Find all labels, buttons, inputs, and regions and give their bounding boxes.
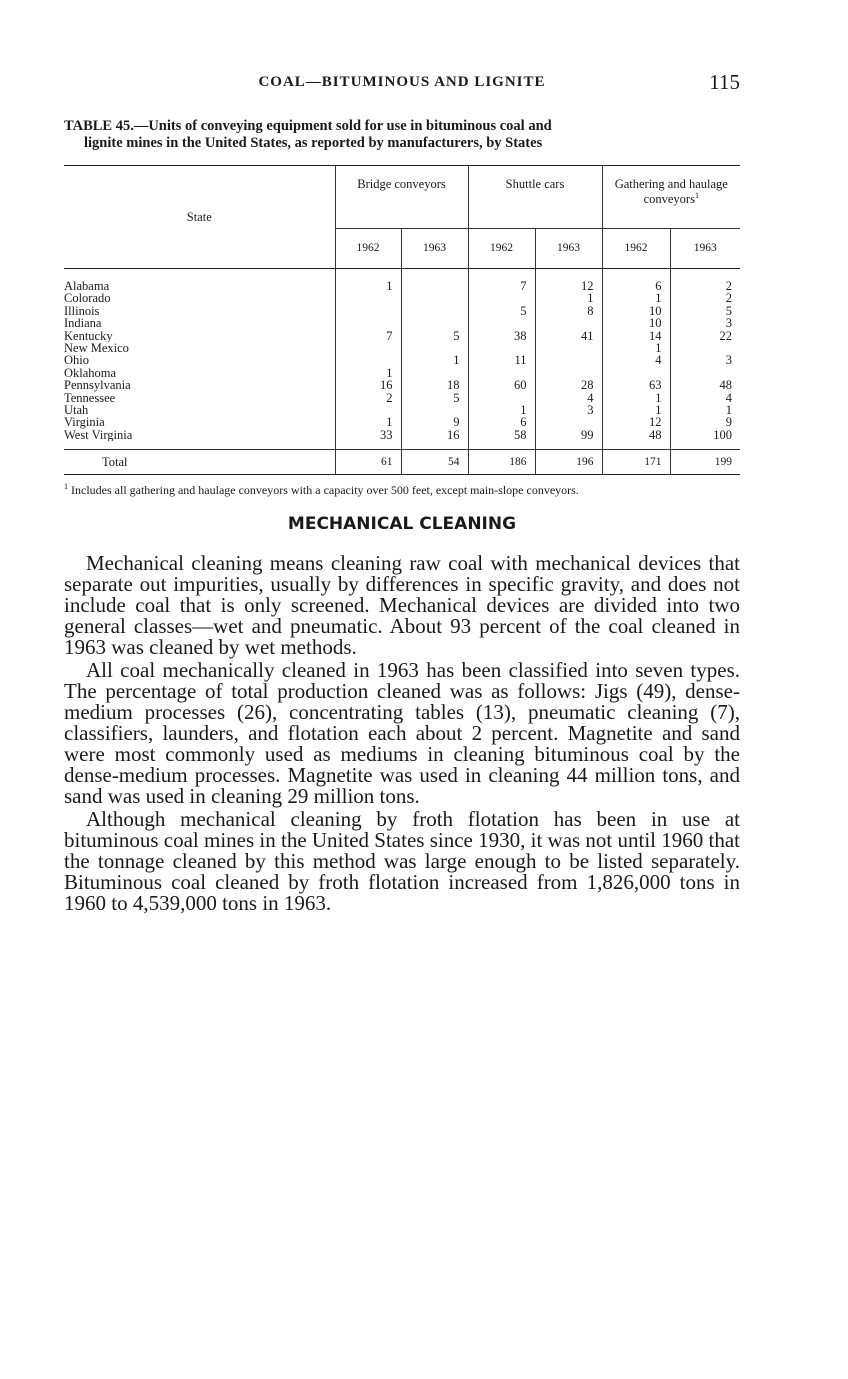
- value-cell: 5: [670, 305, 740, 317]
- state-cell: Ohio: [64, 354, 89, 367]
- footnote-mark: 1: [64, 482, 68, 491]
- value-cell: 100: [670, 429, 740, 441]
- conveying-equipment-table: [64, 165, 740, 475]
- value-cell: 28: [535, 379, 602, 391]
- value-cell: [401, 367, 468, 379]
- table-caption-line-1: TABLE 45.—Units of conveying equipment sold for use in bituminous coal and: [64, 118, 552, 134]
- value-cell: 2: [670, 292, 740, 304]
- value-cell: 12: [535, 280, 602, 292]
- total-cell: 196: [535, 450, 602, 475]
- table-body: [64, 269, 740, 475]
- total-cell: 186: [468, 450, 535, 475]
- value-cell: 1: [602, 342, 670, 354]
- state-cell: Colorado: [64, 292, 111, 305]
- footnote-text: Includes all gathering and haulage conveyors with a capacity over 500 feet, except main-slope conveyors.: [71, 483, 579, 497]
- value-cell: 58: [468, 429, 535, 441]
- value-cell: [335, 305, 401, 317]
- value-cell: 3: [535, 404, 602, 416]
- value-cell: [335, 354, 401, 366]
- value-cell: 8: [535, 305, 602, 317]
- table-footnote: [64, 482, 740, 498]
- value-cell: 6: [602, 280, 670, 292]
- value-cell: 33: [335, 429, 401, 441]
- value-cell: [468, 292, 535, 304]
- table-row: [64, 317, 740, 329]
- state-cell: West Virginia: [64, 428, 133, 442]
- value-cell: [670, 367, 740, 379]
- total-cell: 54: [401, 450, 468, 475]
- paragraph: All coal mechanically cleaned in 1963 has been classified into seven types. The percentage of total production cleaned was as follows: Jigs (49), dense-medium processes (26), concentrating tables (13), pneumatic cleaning (7), classifiers, launders, and flotation each about 2 percent. Magnetite and sand were most commonly used as mediums in cleaning bituminous coal by the dense-medium processes. Magnetite was used in cleaning 44 million tons, and sand was used in cleaning 29 million tons.: [64, 658, 740, 808]
- paragraph: Mechanical cleaning means cleaning raw coal with mechanical devices that separate out impurities, usually by differences in specific gravity, and does not include coal that is only screened. Mechanical devices are divided into two general classes—wet and pneumatic. About 93 percent of the coal cleaned in 1963 was cleaned by wet methods.: [64, 551, 740, 659]
- value-cell: 38: [468, 330, 535, 342]
- value-cell: 63: [602, 379, 670, 391]
- total-cell: 199: [670, 450, 740, 475]
- value-cell: 99: [535, 429, 602, 441]
- total-cell: 171: [602, 450, 670, 475]
- value-cell: 1: [535, 292, 602, 304]
- running-head: [64, 70, 740, 98]
- state-cell: Tennessee: [64, 391, 116, 405]
- year-header: 1962: [335, 229, 401, 269]
- value-cell: [335, 404, 401, 416]
- table-caption: [64, 118, 740, 152]
- value-cell: 4: [535, 392, 602, 404]
- value-cell: 2: [670, 280, 740, 292]
- value-cell: [670, 342, 740, 354]
- state-cell: Indiana: [64, 317, 102, 330]
- page-number: 115: [709, 70, 740, 94]
- value-cell: [335, 292, 401, 304]
- body-text: [64, 553, 740, 916]
- value-cell: 3: [670, 354, 740, 366]
- spacer-row: [64, 441, 740, 450]
- value-cell: 60: [468, 379, 535, 391]
- section-heading: MECHANICAL CLEANING: [287, 514, 517, 534]
- value-cell: 22: [670, 330, 740, 342]
- value-cell: 14: [602, 330, 670, 342]
- value-cell: [535, 354, 602, 366]
- value-cell: 1: [468, 404, 535, 416]
- value-cell: 1: [335, 367, 401, 379]
- value-cell: [468, 392, 535, 404]
- spacer-row: [64, 269, 740, 281]
- bridge-conveyors-header: Bridge conveyors: [335, 166, 468, 229]
- state-cell: Alabama: [64, 280, 110, 293]
- value-cell: 5: [401, 392, 468, 404]
- value-cell: [535, 342, 602, 354]
- year-header: 1963: [535, 229, 602, 269]
- value-cell: 48: [602, 429, 670, 441]
- value-cell: [468, 317, 535, 329]
- gathering-haulage-label: Gathering and haulage conveyors: [614, 177, 728, 207]
- value-cell: 4: [670, 392, 740, 404]
- state-cell: Illinois: [64, 304, 100, 318]
- year-header: 1963: [401, 229, 468, 269]
- total-label: Total: [64, 450, 335, 475]
- value-cell: 10: [602, 305, 670, 317]
- state-cell: Oklahoma: [64, 366, 117, 380]
- year-header: 1962: [602, 229, 670, 269]
- running-title: COAL—BITUMINOUS AND LIGNITE: [258, 74, 546, 90]
- value-cell: [468, 367, 535, 379]
- value-cell: 16: [401, 429, 468, 441]
- year-header: 1963: [670, 229, 740, 269]
- value-cell: 1: [602, 392, 670, 404]
- value-cell: 9: [670, 416, 740, 428]
- value-cell: [535, 416, 602, 428]
- total-row: [64, 450, 740, 475]
- table-caption-line-2: lignite mines in the United States, as reported by manufacturers, by States: [84, 135, 543, 151]
- value-cell: 7: [335, 330, 401, 342]
- value-cell: [401, 342, 468, 354]
- table-row: [64, 429, 740, 441]
- value-cell: [401, 292, 468, 304]
- table-row: [64, 280, 740, 292]
- value-cell: 1: [670, 404, 740, 416]
- table-row: [64, 367, 740, 379]
- value-cell: 48: [670, 379, 740, 391]
- value-cell: [535, 317, 602, 329]
- value-cell: [401, 280, 468, 292]
- value-cell: 5: [401, 330, 468, 342]
- value-cell: [535, 367, 602, 379]
- table-row: [64, 404, 740, 416]
- table-row: [64, 416, 740, 428]
- value-cell: [401, 317, 468, 329]
- value-cell: 6: [468, 416, 535, 428]
- value-cell: 18: [401, 379, 468, 391]
- value-cell: 5: [468, 305, 535, 317]
- value-cell: 1: [602, 404, 670, 416]
- paragraph: Although mechanical cleaning by froth flotation has been in use at bituminous coal mines in the United States since 1930, it was not until 1960 that the tonnage cleaned by this method was large enough to be listed separately. Bituminous coal cleaned by froth flotation increased from 1,826,000 tons in 1960 to 4,539,000 tons in 1963.: [64, 807, 741, 915]
- value-cell: [401, 305, 468, 317]
- state-cell: Pennsylvania: [64, 379, 131, 392]
- table-row: [64, 379, 740, 391]
- value-cell: 2: [335, 392, 401, 404]
- value-cell: 10: [602, 317, 670, 329]
- value-cell: 41: [535, 330, 602, 342]
- value-cell: [468, 342, 535, 354]
- total-cell: 61: [335, 450, 401, 475]
- table-row: [64, 354, 740, 366]
- value-cell: [401, 404, 468, 416]
- value-cell: 9: [401, 416, 468, 428]
- value-cell: 11: [468, 354, 535, 366]
- state-cell: New Mexico: [64, 342, 129, 355]
- value-cell: 1: [335, 416, 401, 428]
- shuttle-cars-header: Shuttle cars: [468, 166, 602, 229]
- value-cell: [602, 367, 670, 379]
- state-column-header: State: [64, 166, 335, 269]
- value-cell: 7: [468, 280, 535, 292]
- value-cell: 16: [335, 379, 401, 391]
- table-row: [64, 305, 740, 317]
- value-cell: [335, 317, 401, 329]
- value-cell: 3: [670, 317, 740, 329]
- year-header: 1962: [468, 229, 535, 269]
- value-cell: 1: [401, 354, 468, 366]
- gathering-haulage-header: [602, 166, 740, 229]
- state-cell: Utah: [64, 404, 89, 417]
- table-row: [64, 392, 740, 404]
- value-cell: 4: [602, 354, 670, 366]
- table-row: [64, 330, 740, 342]
- table-row: [64, 342, 740, 354]
- value-cell: 12: [602, 416, 670, 428]
- table-row: [64, 292, 740, 304]
- state-cell: Virginia: [64, 416, 105, 429]
- value-cell: 1: [602, 292, 670, 304]
- value-cell: 1: [335, 280, 401, 292]
- state-cell: Kentucky: [64, 329, 113, 343]
- value-cell: [335, 342, 401, 354]
- footnote-mark: 1: [694, 191, 699, 201]
